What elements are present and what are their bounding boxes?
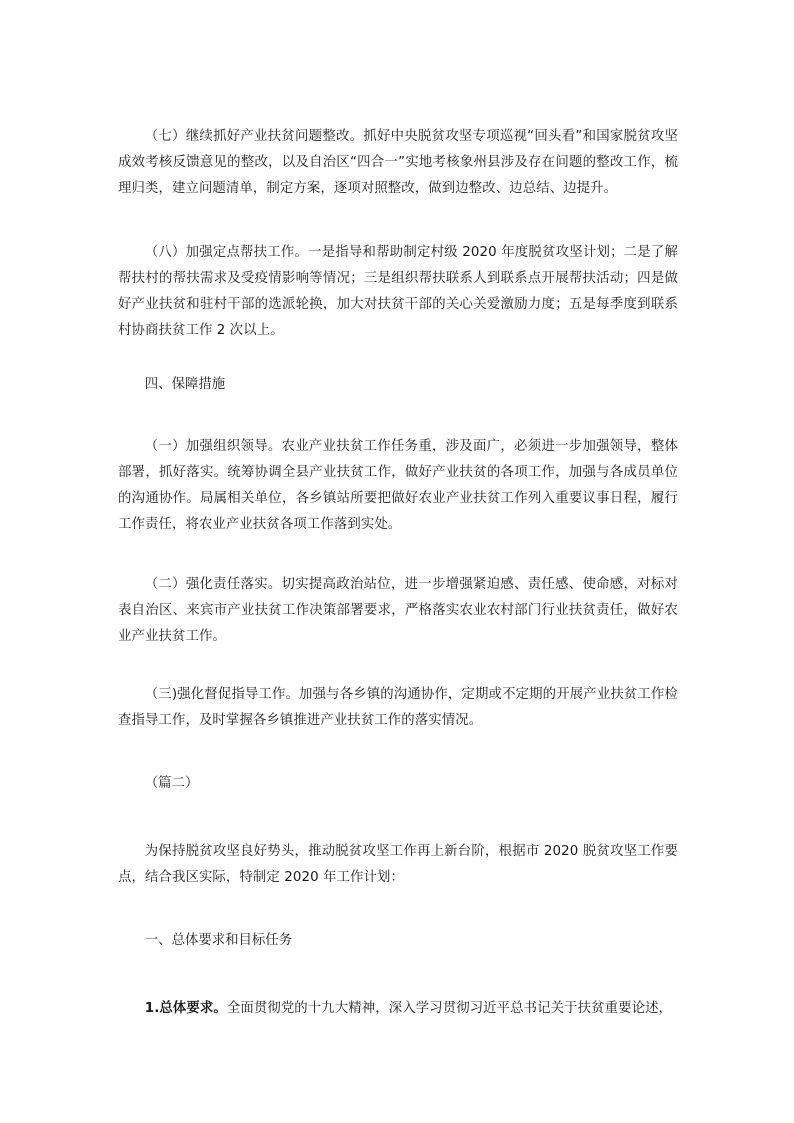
section-heading-zongti: 一、总体要求和目标任务 [144, 933, 293, 948]
paragraph-qi: （七）继续抓好产业扶贫问题整改。抓好中央脱贫攻坚专项巡视“回头看”和国家脱贫攻坚成效考核反馈意见的整改，以及自治区“四合一”实地考核象州县涉及存在问题的整改工作，梳理归类，建立问题清单，制定方案，逐项对照整改，做到边整改、边总结、边提升。 [118, 129, 678, 196]
paragraph-lead: 1.总体要求。 [144, 1001, 227, 1016]
paragraph-ba: （八）加强定点帮扶工作。一是指导和帮助制定村级 2020 年度脱贫攻坚计划；二是了解帮扶村的帮扶需求及受疫情影响等情况；三是组织帮扶联系人到联系点开展帮扶活动；四是做好产业扶贫和驻村干部的选派轮换，加大对扶贫干部的关心关爱激励力度；五是每季度到联系村协商扶贫工作 2 次以上。 [118, 245, 678, 338]
paragraph-zongti-yaoqiu [118, 996, 678, 1022]
paragraph-body: 全面贯彻党的十九大精神，深入学习贯彻习近平总书记关于扶贫重要论述， [226, 1001, 673, 1016]
paragraph-san: （三)强化督促指导工作。加强与各乡镇的沟通协作，定期或不定期的开展产业扶贫工作检查指导工作，及时掌握各乡镇推进产业扶贫工作的落实情况。 [118, 687, 678, 728]
section-heading-pian-er: （篇二） [144, 776, 199, 791]
paragraph-yi: （一）加强组织领导。农业产业扶贫工作任务重，涉及面广，必须进一步加强领导，整体部署，抓好落实。统筹协调全县产业扶贫工作，做好产业扶贫的各项工作，加强与各成员单位的沟通协作。局属相关单位，各乡镇站所要把做好农业产业扶贫工作列入重要议事日程，履行工作责任，将农业产业扶贫各项工作落到实处。 [118, 439, 678, 532]
paragraph-er: （二）强化责任落实。切实提高政治站位，进一步增强紧迫感、责任感、使命感，对标对表自治区、来宾市产业扶贫工作决策部署要求，严格落实农业农村部门行业扶贫责任，做好农业产业扶贫工作。 [118, 577, 678, 644]
section-heading-baozhang: 四、保障措施 [144, 377, 226, 392]
paragraph-intro: 为保持脱贫攻坚良好势头，推动脱贫攻坚工作再上新台阶，根据市 2020 脱贫攻坚工作要点，结合我区实际，特制定 2020 年工作计划： [118, 844, 678, 885]
